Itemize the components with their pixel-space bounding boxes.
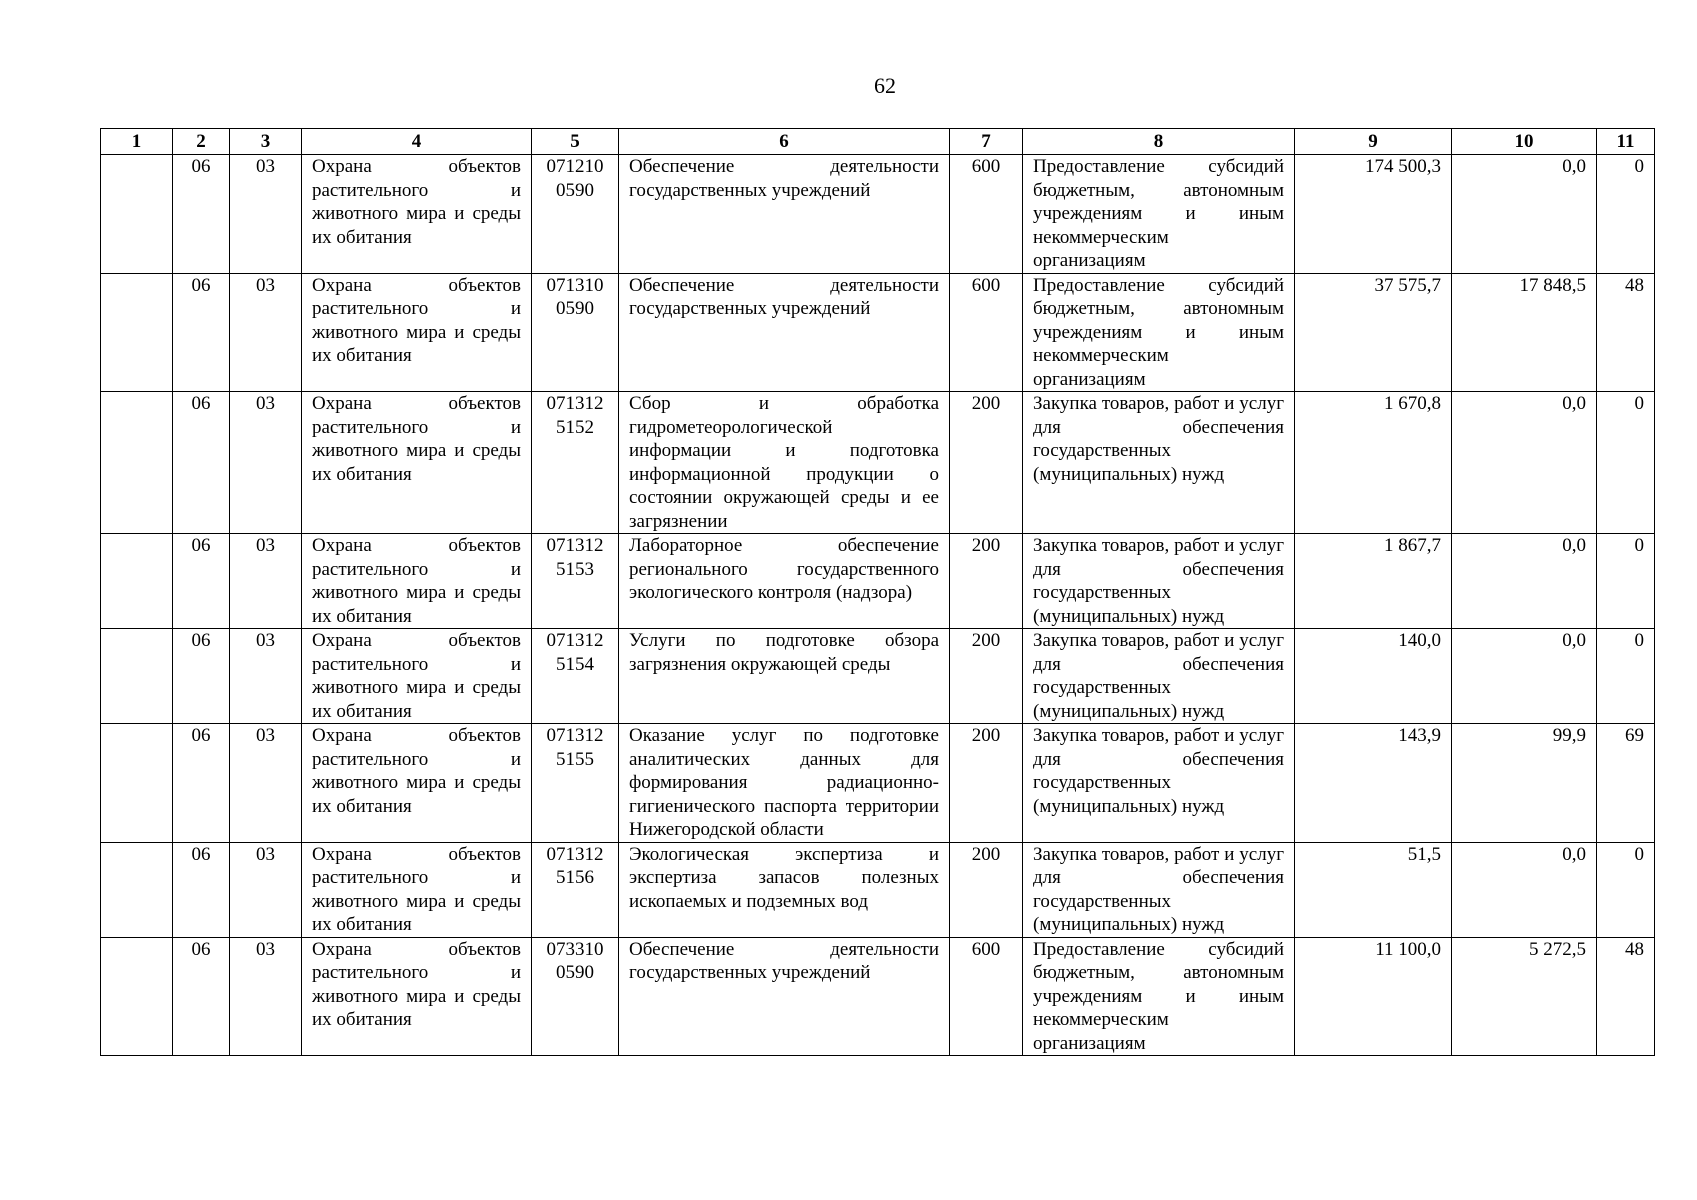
cell-expense-type-name: Закупка товаров, работ и услуг для обеспечения государственных (муниципальных) нужд bbox=[1023, 842, 1295, 937]
cell-expense-type-name: Закупка товаров, работ и услуг для обеспечения государственных (муниципальных) нужд bbox=[1023, 392, 1295, 534]
cell-expense-type-name: Закупка товаров, работ и услуг для обеспечения государственных (муниципальных) нужд bbox=[1023, 629, 1295, 724]
cell-subsection: 03 bbox=[230, 534, 302, 629]
cell-planned: 143,9 bbox=[1295, 724, 1452, 843]
cell-expense-type: 200 bbox=[950, 629, 1023, 724]
cell-actual: 0,0 bbox=[1452, 842, 1597, 937]
cell-subsection-name: Охрана объектов растительного и животного мира и среды их обитания bbox=[302, 273, 532, 392]
cell-percent: 48 bbox=[1597, 273, 1655, 392]
cell-subsection: 03 bbox=[230, 273, 302, 392]
cell-section: 06 bbox=[173, 155, 230, 274]
cell-article-name: Экологическая экспертиза и экспертиза запасов полезных ископаемых и подземных вод bbox=[619, 842, 950, 937]
cell-percent: 0 bbox=[1597, 842, 1655, 937]
cell-subsection: 03 bbox=[230, 724, 302, 843]
header-row bbox=[101, 129, 1655, 155]
cell-subsection-name: Охрана объектов растительного и животного мира и среды их обитания bbox=[302, 629, 532, 724]
cell-article-name: Обеспечение деятельности государственных учреждений bbox=[619, 937, 950, 1056]
cell-col1 bbox=[101, 629, 173, 724]
cell-expense-type: 200 bbox=[950, 724, 1023, 843]
cell-section: 06 bbox=[173, 842, 230, 937]
cell-percent: 48 bbox=[1597, 937, 1655, 1056]
table-row bbox=[101, 392, 1655, 534]
cell-percent: 0 bbox=[1597, 392, 1655, 534]
cell-actual: 5 272,5 bbox=[1452, 937, 1597, 1056]
cell-percent: 0 bbox=[1597, 534, 1655, 629]
cell-subsection-name: Охрана объектов растительного и животного мира и среды их обитания bbox=[302, 724, 532, 843]
cell-expense-type-name: Предоставление субсидий бюджетным, автономным учреждениям и иным некоммерческим организациям bbox=[1023, 155, 1295, 274]
cell-target-article: 071312 5153 bbox=[532, 534, 619, 629]
cell-section: 06 bbox=[173, 534, 230, 629]
column-header: 3 bbox=[230, 129, 302, 155]
cell-article-name: Лабораторное обеспечение регионального государственного экологического контроля (надзора) bbox=[619, 534, 950, 629]
table-row bbox=[101, 534, 1655, 629]
cell-expense-type: 200 bbox=[950, 534, 1023, 629]
cell-subsection: 03 bbox=[230, 842, 302, 937]
cell-article-name: Оказание услуг по подготовке аналитических данных для формирования радиационно-гигиенического паспорта территории Нижегородской области bbox=[619, 724, 950, 843]
cell-planned: 1 867,7 bbox=[1295, 534, 1452, 629]
cell-target-article: 071312 5154 bbox=[532, 629, 619, 724]
cell-expense-type-name: Закупка товаров, работ и услуг для обеспечения государственных (муниципальных) нужд bbox=[1023, 534, 1295, 629]
cell-section: 06 bbox=[173, 273, 230, 392]
cell-expense-type-name: Закупка товаров, работ и услуг для обеспечения государственных (муниципальных) нужд bbox=[1023, 724, 1295, 843]
cell-section: 06 bbox=[173, 392, 230, 534]
cell-col1 bbox=[101, 842, 173, 937]
table-row bbox=[101, 273, 1655, 392]
cell-subsection-name: Охрана объектов растительного и животного мира и среды их обитания bbox=[302, 534, 532, 629]
cell-planned: 51,5 bbox=[1295, 842, 1452, 937]
cell-col1 bbox=[101, 273, 173, 392]
cell-percent: 0 bbox=[1597, 155, 1655, 274]
budget-table bbox=[100, 128, 1655, 1056]
column-header: 11 bbox=[1597, 129, 1655, 155]
cell-target-article: 071312 5155 bbox=[532, 724, 619, 843]
cell-subsection-name: Охрана объектов растительного и животного мира и среды их обитания bbox=[302, 392, 532, 534]
cell-subsection: 03 bbox=[230, 937, 302, 1056]
cell-col1 bbox=[101, 724, 173, 843]
cell-article-name: Обеспечение деятельности государственных учреждений bbox=[619, 155, 950, 274]
cell-planned: 11 100,0 bbox=[1295, 937, 1452, 1056]
cell-planned: 174 500,3 bbox=[1295, 155, 1452, 274]
cell-subsection: 03 bbox=[230, 155, 302, 274]
cell-col1 bbox=[101, 937, 173, 1056]
cell-actual: 0,0 bbox=[1452, 392, 1597, 534]
column-header: 10 bbox=[1452, 129, 1597, 155]
cell-target-article: 071210 0590 bbox=[532, 155, 619, 274]
cell-expense-type: 200 bbox=[950, 842, 1023, 937]
column-header: 2 bbox=[173, 129, 230, 155]
cell-section: 06 bbox=[173, 629, 230, 724]
cell-actual: 0,0 bbox=[1452, 629, 1597, 724]
cell-subsection: 03 bbox=[230, 392, 302, 534]
cell-target-article: 071312 5152 bbox=[532, 392, 619, 534]
column-header: 9 bbox=[1295, 129, 1452, 155]
cell-target-article: 071310 0590 bbox=[532, 273, 619, 392]
table-body bbox=[101, 155, 1655, 1056]
cell-expense-type: 600 bbox=[950, 937, 1023, 1056]
cell-target-article: 071312 5156 bbox=[532, 842, 619, 937]
table-row bbox=[101, 937, 1655, 1056]
column-header: 7 bbox=[950, 129, 1023, 155]
cell-subsection-name: Охрана объектов растительного и животного мира и среды их обитания bbox=[302, 937, 532, 1056]
cell-col1 bbox=[101, 392, 173, 534]
cell-expense-type: 600 bbox=[950, 273, 1023, 392]
column-header: 6 bbox=[619, 129, 950, 155]
cell-actual: 0,0 bbox=[1452, 534, 1597, 629]
cell-actual: 0,0 bbox=[1452, 155, 1597, 274]
cell-actual: 17 848,5 bbox=[1452, 273, 1597, 392]
column-header: 1 bbox=[101, 129, 173, 155]
cell-article-name: Сбор и обработка гидрометеорологической информации и подготовка информационной продукции о состоянии окружающей среды и ее загрязнении bbox=[619, 392, 950, 534]
cell-subsection: 03 bbox=[230, 629, 302, 724]
cell-planned: 140,0 bbox=[1295, 629, 1452, 724]
cell-expense-type-name: Предоставление субсидий бюджетным, автономным учреждениям и иным некоммерческим организациям bbox=[1023, 273, 1295, 392]
cell-percent: 0 bbox=[1597, 629, 1655, 724]
cell-planned: 1 670,8 bbox=[1295, 392, 1452, 534]
cell-expense-type: 600 bbox=[950, 155, 1023, 274]
cell-article-name: Услуги по подготовке обзора загрязнения окружающей среды bbox=[619, 629, 950, 724]
table-row bbox=[101, 155, 1655, 274]
column-header: 4 bbox=[302, 129, 532, 155]
cell-actual: 99,9 bbox=[1452, 724, 1597, 843]
table-row bbox=[101, 629, 1655, 724]
cell-col1 bbox=[101, 534, 173, 629]
cell-section: 06 bbox=[173, 724, 230, 843]
cell-subsection-name: Охрана объектов растительного и животного мира и среды их обитания bbox=[302, 155, 532, 274]
cell-percent: 69 bbox=[1597, 724, 1655, 843]
cell-planned: 37 575,7 bbox=[1295, 273, 1452, 392]
cell-target-article: 073310 0590 bbox=[532, 937, 619, 1056]
cell-col1 bbox=[101, 155, 173, 274]
column-header: 8 bbox=[1023, 129, 1295, 155]
table-row bbox=[101, 724, 1655, 843]
cell-article-name: Обеспечение деятельности государственных учреждений bbox=[619, 273, 950, 392]
table-row bbox=[101, 842, 1655, 937]
cell-expense-type: 200 bbox=[950, 392, 1023, 534]
cell-expense-type-name: Предоставление субсидий бюджетным, автономным учреждениям и иным некоммерческим организациям bbox=[1023, 937, 1295, 1056]
column-header: 5 bbox=[532, 129, 619, 155]
cell-section: 06 bbox=[173, 937, 230, 1056]
page-number: 62 bbox=[874, 73, 896, 98]
cell-subsection-name: Охрана объектов растительного и животного мира и среды их обитания bbox=[302, 842, 532, 937]
